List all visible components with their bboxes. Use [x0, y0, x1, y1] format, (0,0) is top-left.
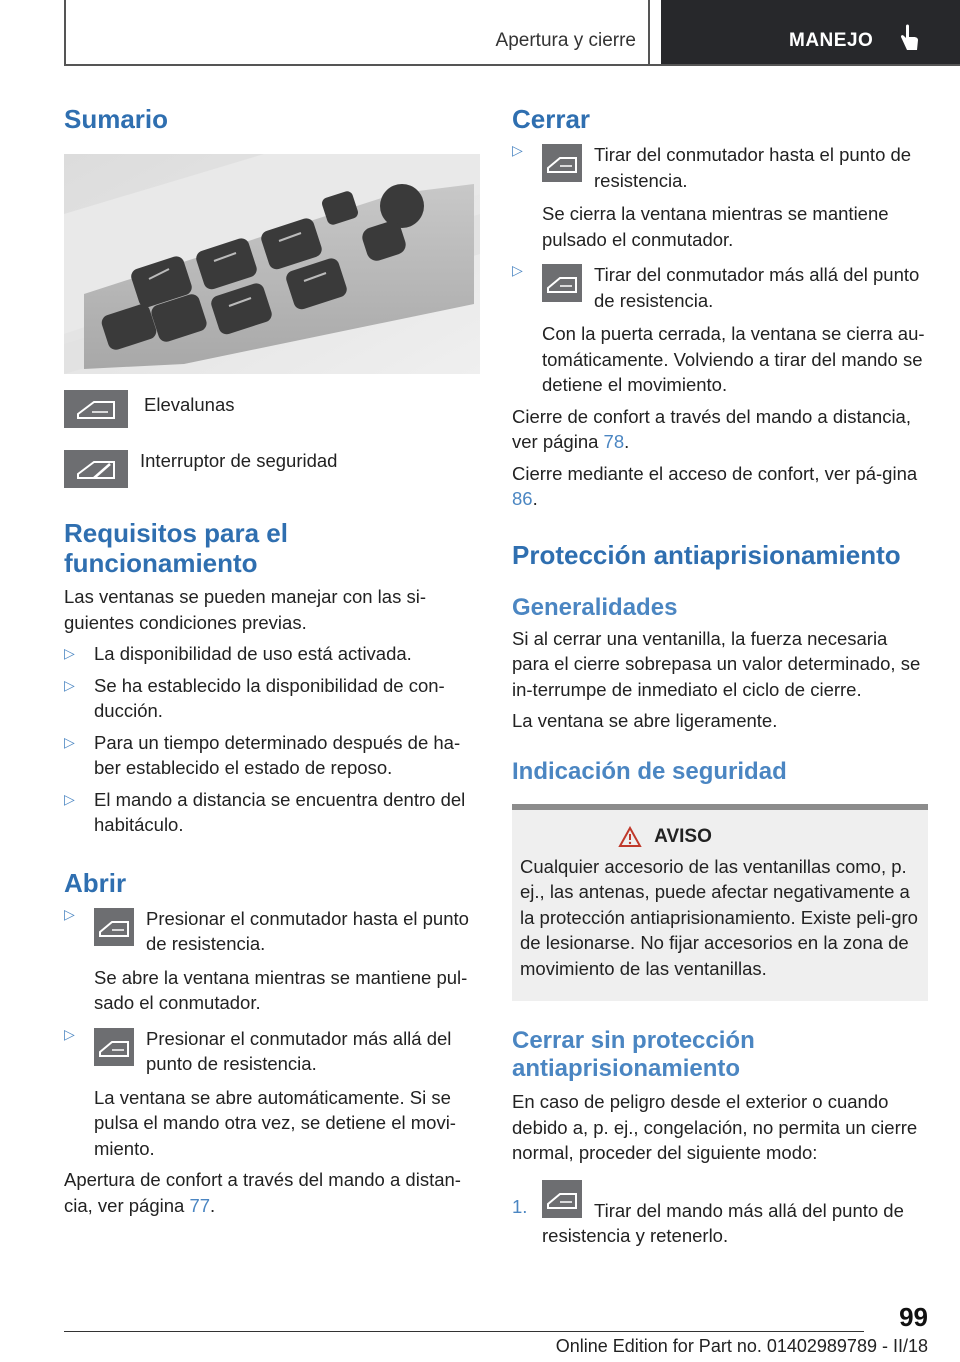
window-switch-icon [94, 908, 134, 946]
requisitos-intro: Las ventanas se pueden manejar con las si-guientes condiciones previas. [64, 586, 426, 633]
seguridad-heading: Indicación de seguridad [512, 757, 787, 785]
cerrar-heading: Cerrar [512, 104, 591, 134]
proteccion-heading: Protección antiaprisionamiento [512, 539, 901, 570]
triangle-bullet-icon: ▷ [64, 905, 75, 922]
triangle-bullet-icon: ▷ [64, 676, 75, 693]
abrir-step-1: ▷ Presionar el conmutador hasta el punto de resistencia. Se abre la ventana mientras se mantiene pul-sado el conmutador. [64, 905, 469, 1013]
chapter-tab-label: MANEJO [789, 30, 874, 51]
page-link-78[interactable]: 78 [603, 431, 625, 452]
step-number: 1. [512, 1195, 528, 1217]
triangle-bullet-icon: ▷ [64, 645, 75, 661]
sin-proteccion-heading: Cerrar sin protección antiaprisionamiento [512, 1027, 755, 1082]
warning-title-row [520, 826, 920, 848]
warning-text: Cualquier accesorio de las ventanillas como, p. ej., las antenas, puede afectar negativamente a la protección antiaprisionamiento. Existe peli-gro de lesionarse. No fijar accesorios en la zona de movimiento de las ventanillas. [520, 855, 918, 979]
safety-switch-icon [64, 450, 128, 488]
abrir-heading: Abrir [64, 867, 127, 898]
window-switch-icon [542, 144, 582, 182]
list-item: ▷ La disponibilidad de uso está activada. [64, 641, 480, 667]
triangle-bullet-icon: ▷ [512, 142, 523, 158]
warning-triangle-icon [618, 826, 642, 848]
list-item: ▷ Se ha establecido la disponibilidad de con-ducción. [64, 674, 445, 721]
abrir-step-2: ▷ Presionar el conmutador más allá del punto de resistencia. La ventana se abre automáticamente. Si se pulsa el mando otra vez, se detiene el movi-miento. [64, 1025, 456, 1159]
legend-row-elevalunas [64, 390, 480, 428]
list-item: ▷ Para un tiempo determinado después de ha-ber establecido el estado de reposo. [64, 731, 461, 778]
triangle-bullet-icon: ▷ [64, 1025, 75, 1042]
window-switch-icon [64, 390, 128, 428]
header-middle-border [648, 0, 650, 66]
generalidades-paragraph-1: Si al cerrar una ventanilla, la fuerza necesaria para el cierre sobrepasa un valor determinado, se in-terrumpe de inmediato el ciclo de cierre. [512, 627, 921, 700]
triangle-bullet-icon: ▷ [64, 733, 75, 750]
footer-edition: Online Edition for Part no. 01402989789 - II/18 [555, 1336, 928, 1356]
header-rule [64, 64, 960, 66]
generalidades-heading: Generalidades [512, 593, 678, 621]
window-switch-icon [542, 1180, 582, 1218]
triangle-bullet-icon: ▷ [512, 262, 523, 278]
header-section-title: Apertura y cierre [495, 30, 636, 51]
list-item: ▷ El mando a distancia se encuentra dentro del habitáculo. [64, 788, 466, 835]
header-chapter-tab[interactable] [661, 0, 960, 64]
cerrar-step-1: ▷ Tirar del conmutador hasta el punto de resistencia. Se cierra la ventana mientras se mantiene pulsado el conmutador. [512, 142, 912, 250]
numbered-step-1: 1. Tirar del mando más allá del punto de resistencia y retenerlo. [512, 1180, 928, 1249]
sumario-heading: Sumario [64, 104, 169, 134]
header-left-border [64, 0, 66, 66]
window-switch-icon [542, 264, 582, 302]
window-switch-icon [94, 1028, 134, 1066]
warning-box [512, 804, 928, 1002]
legend-label-seguridad: Interruptor de seguridad [140, 450, 338, 471]
requisitos-list [64, 641, 480, 838]
legend-label-elevalunas: Elevalunas [144, 394, 235, 415]
cierre-access-paragraph: Cierre mediante el acceso de confort, ver pá-gina 86. [512, 462, 918, 509]
sin-proteccion-intro: En caso de peligro desde el exterior o cuando debido a, p. ej., congelación, no permita un cierre normal, proceder del siguiente modo: [512, 1091, 918, 1163]
page-link-86[interactable]: 86 [512, 488, 533, 509]
window-switch-panel-photo [64, 154, 480, 374]
cerrar-step-2: ▷ Tirar del conmutador más allá del punto de resistencia. Con la puerta cerrada, la ventana se cierra au-tomáticamente. Volviendo a tirar del mando se detiene el movimiento. [512, 262, 925, 395]
legend-row-seguridad [64, 450, 480, 488]
page-number: 99 [899, 1302, 928, 1332]
generalidades-paragraph-2: La ventana se abre ligeramente. [512, 710, 778, 731]
requisitos-heading: Requisitos para el funcionamiento [64, 518, 288, 578]
hand-pointer-icon [897, 24, 921, 54]
left-column [64, 100, 480, 1218]
abrir-confort-paragraph: Apertura de confort a través del mando a distan-cia, ver página 77. [64, 1169, 461, 1216]
right-column [512, 100, 928, 1249]
triangle-bullet-icon: ▷ [64, 790, 75, 807]
page-link-77[interactable]: 77 [189, 1194, 211, 1216]
warning-title: AVISO [654, 825, 712, 847]
cierre-remote-paragraph: Cierre de confort a través del mando a distancia, ver página 78. [512, 405, 911, 452]
footer-rule [64, 1331, 864, 1332]
